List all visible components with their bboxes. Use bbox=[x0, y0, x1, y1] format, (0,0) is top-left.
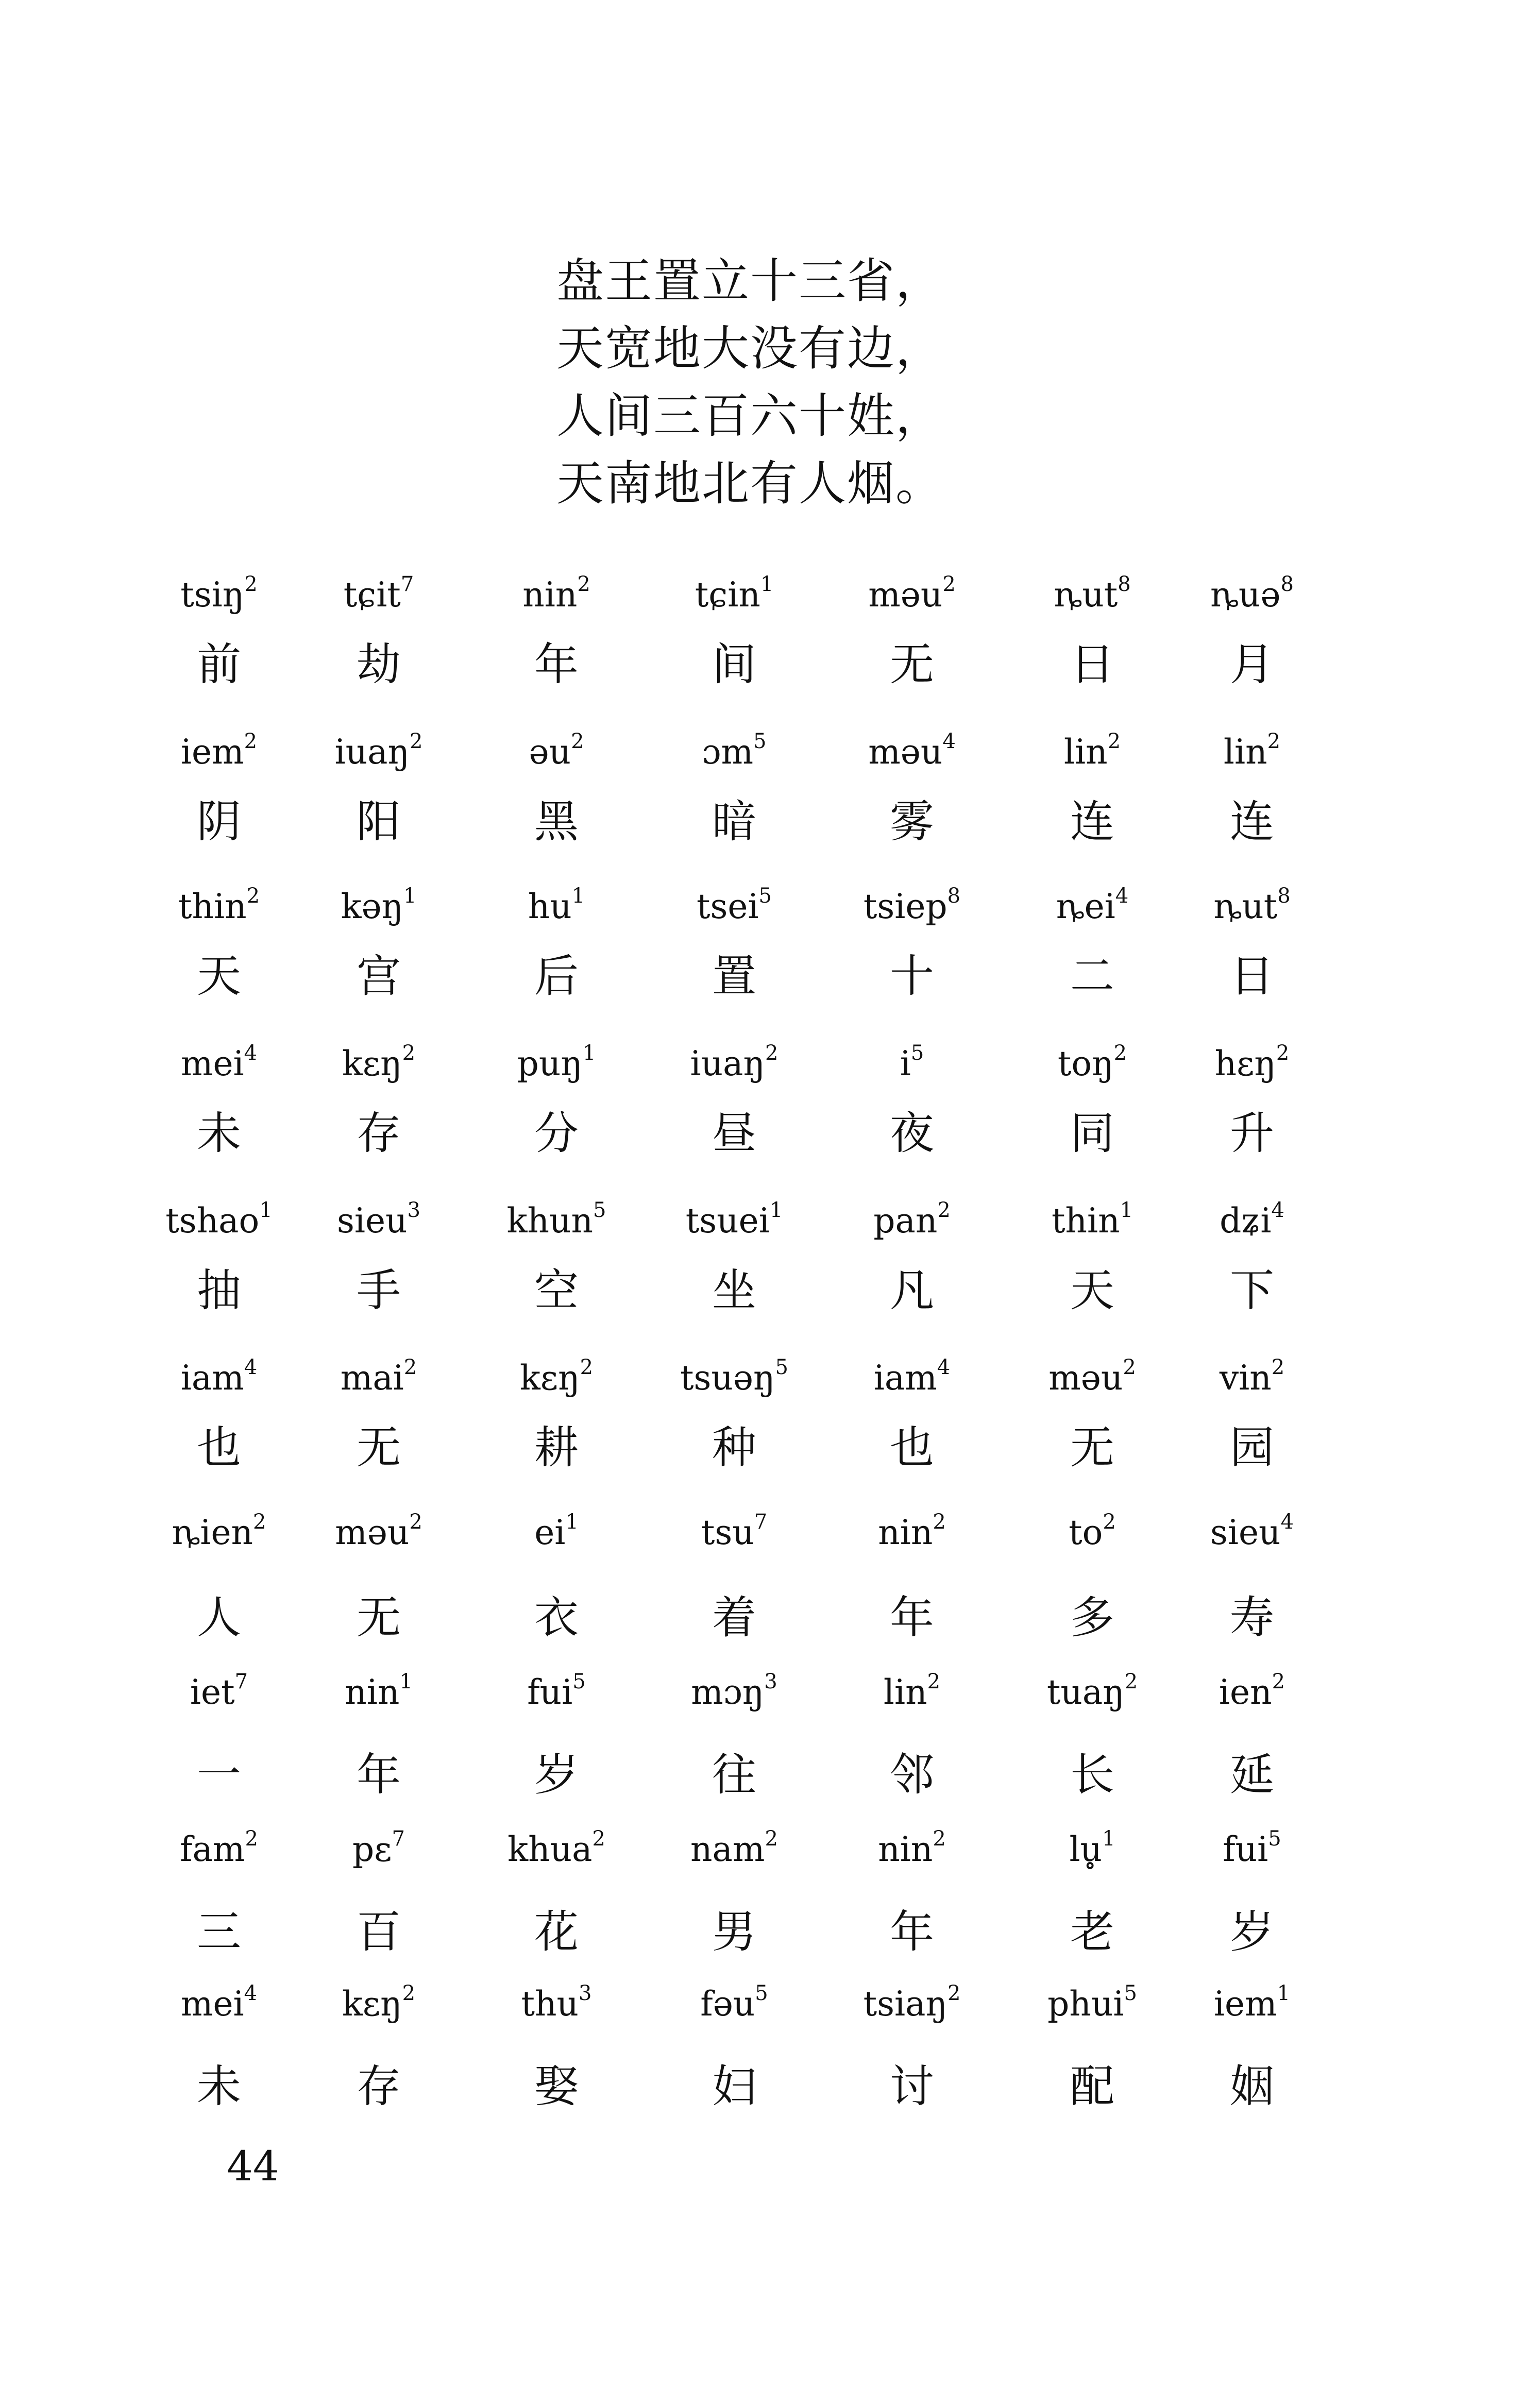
syllable-text: phui bbox=[1047, 1984, 1124, 2024]
romanization-syllable bbox=[1159, 1200, 1345, 1242]
syllable-text: mai bbox=[340, 1358, 404, 1398]
tone-number: 2 bbox=[409, 1510, 422, 1534]
syllable-text: nin bbox=[345, 1672, 400, 1712]
syllable-text: fui bbox=[527, 1672, 573, 1712]
romanization-syllable bbox=[819, 886, 1005, 927]
chinese-character: 抽 bbox=[197, 1265, 241, 1316]
chinese-character: 衣 bbox=[534, 1592, 579, 1644]
syllable-text: hɛŋ bbox=[1214, 1044, 1276, 1083]
tone-number: 4 bbox=[937, 1356, 951, 1379]
syllable-text: fəu bbox=[700, 1984, 755, 2024]
romanization-syllable bbox=[1000, 1043, 1185, 1085]
syllable-text: kɛŋ bbox=[342, 1044, 402, 1083]
chinese-character: 存 bbox=[357, 2061, 401, 2112]
tone-number: 7 bbox=[234, 1670, 248, 1693]
tone-number: 4 bbox=[1115, 884, 1129, 908]
chinese-character: 耕 bbox=[534, 1422, 579, 1473]
syllable-text: mei bbox=[180, 1044, 244, 1083]
chinese-character: 一 bbox=[197, 1749, 241, 1801]
romanization-syllable bbox=[1000, 1981, 1185, 2025]
tone-number: 5 bbox=[775, 1356, 788, 1379]
chinese-character: 坐 bbox=[712, 1265, 756, 1316]
syllable-text: nin bbox=[878, 1829, 933, 1869]
tone-number: 8 bbox=[1277, 884, 1291, 908]
tone-number: 1 bbox=[1120, 1198, 1133, 1222]
chinese-character: 花 bbox=[534, 1906, 579, 1958]
chinese-character: 置 bbox=[712, 951, 756, 1002]
tone-number: 5 bbox=[753, 730, 767, 753]
chinese-character: 二 bbox=[1070, 951, 1114, 1002]
romanization-syllable bbox=[819, 1829, 1005, 1870]
tone-number: 2 bbox=[947, 1981, 961, 2005]
syllable-text: tsei bbox=[696, 887, 759, 926]
romanization-syllable bbox=[464, 1981, 649, 2025]
chinese-character: 延 bbox=[1230, 1749, 1274, 1801]
chinese-character: 劫 bbox=[357, 639, 401, 690]
chinese-character: 岁 bbox=[534, 1749, 579, 1801]
tone-number: 1 bbox=[403, 884, 417, 908]
chinese-character: 年 bbox=[890, 1906, 934, 1958]
romanization-syllable bbox=[1000, 1829, 1185, 1870]
syllable-text: nam bbox=[690, 1829, 765, 1869]
syllable-text: tsiaŋ bbox=[863, 1984, 947, 2024]
chinese-character: 宫 bbox=[357, 951, 401, 1002]
chinese-character: 阳 bbox=[357, 796, 401, 848]
syllable-text: lin bbox=[1063, 732, 1108, 772]
romanization-syllable bbox=[641, 1512, 827, 1553]
syllable-text: thin bbox=[178, 887, 247, 926]
tone-number: 5 bbox=[1124, 1981, 1137, 2005]
chinese-character: 无 bbox=[890, 639, 934, 690]
tone-number: 5 bbox=[572, 1670, 586, 1693]
chinese-character: 邻 bbox=[890, 1749, 934, 1801]
chinese-character: 无 bbox=[357, 1592, 401, 1644]
tone-number: 1 bbox=[565, 1510, 579, 1534]
romanization-syllable bbox=[126, 1200, 312, 1242]
tone-number: 2 bbox=[244, 730, 258, 753]
tone-number: 2 bbox=[245, 1827, 258, 1851]
syllable-text: iem bbox=[1213, 1984, 1277, 2024]
chinese-character: 间 bbox=[712, 639, 756, 690]
romanization-syllable bbox=[641, 1829, 827, 1870]
chinese-character: 百 bbox=[357, 1906, 401, 1958]
romanization-syllable bbox=[819, 1512, 1005, 1553]
romanization-syllable bbox=[1159, 886, 1345, 927]
tone-number: 5 bbox=[910, 1041, 924, 1065]
chinese-character: 下 bbox=[1230, 1265, 1274, 1316]
syllable-text: nin bbox=[878, 1513, 933, 1552]
chinese-character: 人 bbox=[197, 1592, 241, 1644]
romanization-syllable bbox=[464, 574, 649, 616]
romanization-syllable bbox=[1000, 886, 1185, 927]
chinese-character: 妇 bbox=[712, 2061, 756, 2112]
chinese-character: 分 bbox=[534, 1108, 579, 1159]
romanization-syllable bbox=[464, 1512, 649, 1553]
tone-number: 2 bbox=[933, 1827, 946, 1851]
syllable-text: vin bbox=[1219, 1358, 1272, 1398]
romanization-syllable bbox=[286, 886, 471, 927]
tone-number: 4 bbox=[1280, 1510, 1294, 1534]
syllable-text: iam bbox=[180, 1358, 244, 1398]
romanization-syllable bbox=[1159, 1829, 1345, 1870]
tone-number: 1 bbox=[582, 1041, 596, 1065]
syllable-text: kɛŋ bbox=[519, 1358, 580, 1398]
romanization-syllable bbox=[126, 1981, 312, 2025]
tone-number: 2 bbox=[580, 1356, 594, 1379]
chinese-character: 无 bbox=[1070, 1422, 1114, 1473]
romanization-syllable bbox=[126, 1043, 312, 1085]
chinese-character: 三 bbox=[197, 1906, 241, 1958]
syllable-text: tɕin bbox=[695, 575, 760, 615]
chinese-character: 日 bbox=[1070, 639, 1114, 690]
tone-number: 8 bbox=[1280, 572, 1294, 596]
poem-line-2: 天宽地大没有边， bbox=[556, 321, 944, 376]
tone-number: 2 bbox=[402, 1041, 416, 1065]
romanization-syllable bbox=[286, 1512, 471, 1553]
romanization-syllable bbox=[464, 1200, 649, 1242]
syllable-text: khun bbox=[506, 1201, 594, 1241]
romanization-syllable bbox=[464, 1043, 649, 1085]
tone-number: 3 bbox=[407, 1198, 420, 1222]
chinese-character: 月 bbox=[1230, 639, 1274, 690]
syllable-text: mei bbox=[180, 1984, 244, 2024]
poem-line-3: 人间三百六十姓， bbox=[556, 388, 944, 444]
romanization-syllable bbox=[126, 1512, 312, 1553]
chinese-character: 配 bbox=[1070, 2061, 1114, 2112]
syllable-text: hu bbox=[528, 887, 572, 926]
romanization-syllable bbox=[641, 574, 827, 616]
tone-number: 8 bbox=[1118, 572, 1131, 596]
romanization-syllable bbox=[1159, 1512, 1345, 1553]
syllable-text: məu bbox=[1048, 1358, 1123, 1398]
syllable-text: ȵuə bbox=[1210, 575, 1281, 615]
chinese-character: 阴 bbox=[197, 796, 241, 848]
tone-number: 4 bbox=[942, 730, 956, 753]
tone-number: 4 bbox=[244, 1041, 258, 1065]
syllable-text: pan bbox=[873, 1201, 938, 1241]
romanization-syllable bbox=[819, 1200, 1005, 1242]
tone-number: 1 bbox=[769, 1198, 783, 1222]
romanization-syllable bbox=[1000, 1200, 1185, 1242]
romanization-syllable bbox=[641, 1043, 827, 1085]
syllable-text: tshao bbox=[165, 1201, 260, 1241]
syllable-text: khua bbox=[507, 1829, 593, 1869]
chinese-character: 后 bbox=[534, 951, 579, 1002]
tone-number: 2 bbox=[402, 1981, 416, 2005]
romanization-syllable bbox=[286, 1358, 471, 1399]
syllable-text: pɛ bbox=[352, 1829, 392, 1869]
chinese-character: 存 bbox=[357, 1108, 401, 1159]
syllable-text: fam bbox=[180, 1829, 245, 1869]
tone-number: 8 bbox=[947, 884, 961, 908]
syllable-text: kəŋ bbox=[341, 887, 404, 926]
syllable-text: sieu bbox=[337, 1201, 408, 1241]
romanization-syllable bbox=[819, 732, 1005, 773]
chinese-character: 同 bbox=[1070, 1108, 1114, 1159]
tone-number: 4 bbox=[244, 1356, 258, 1379]
romanization-syllable bbox=[1159, 1981, 1345, 2025]
chinese-character: 园 bbox=[1230, 1422, 1274, 1473]
tone-number: 2 bbox=[765, 1041, 779, 1065]
tone-number: 2 bbox=[592, 1827, 605, 1851]
chinese-character: 连 bbox=[1070, 796, 1114, 848]
romanization-syllable bbox=[126, 732, 312, 773]
romanization-syllable bbox=[126, 1358, 312, 1399]
chinese-character: 空 bbox=[534, 1265, 579, 1316]
chinese-character: 讨 bbox=[890, 2061, 934, 2112]
romanization-syllable bbox=[126, 1829, 312, 1870]
romanization-syllable bbox=[1159, 732, 1345, 773]
chinese-character: 十 bbox=[890, 951, 934, 1002]
tone-number: 4 bbox=[1271, 1198, 1284, 1222]
tone-number: 5 bbox=[593, 1198, 606, 1222]
syllable-text: lu̥ bbox=[1069, 1829, 1103, 1869]
chinese-character: 未 bbox=[197, 1108, 241, 1159]
tone-number: 2 bbox=[410, 730, 423, 753]
poem-line-1: 盘王置立十三省， bbox=[556, 253, 944, 309]
chinese-character: 着 bbox=[712, 1592, 756, 1644]
page-number: 44 bbox=[227, 2142, 279, 2190]
chinese-character: 老 bbox=[1070, 1906, 1114, 1958]
chinese-character: 前 bbox=[197, 639, 241, 690]
tone-number: 1 bbox=[259, 1198, 273, 1222]
chinese-character: 也 bbox=[890, 1422, 934, 1473]
syllable-text: lin bbox=[1223, 732, 1267, 772]
syllable-text: iam bbox=[873, 1358, 937, 1398]
romanization-syllable bbox=[819, 1043, 1005, 1085]
syllable-text: thin bbox=[1051, 1201, 1120, 1241]
tone-number: 1 bbox=[760, 572, 774, 596]
romanization-syllable bbox=[286, 1829, 471, 1870]
poem-line-4: 天南地北有人烟。 bbox=[556, 456, 944, 511]
romanization-syllable bbox=[641, 732, 827, 773]
syllable-text: mɔŋ bbox=[691, 1672, 765, 1712]
chinese-character: 长 bbox=[1070, 1749, 1114, 1801]
syllable-text: to bbox=[1069, 1513, 1103, 1552]
tone-number: 2 bbox=[253, 1510, 266, 1534]
chinese-character: 男 bbox=[712, 1906, 756, 1958]
syllable-text: məu bbox=[868, 575, 943, 615]
syllable-text: tsu bbox=[701, 1513, 754, 1552]
romanization-syllable bbox=[286, 1200, 471, 1242]
tone-number: 5 bbox=[755, 1981, 768, 2005]
tone-number: 2 bbox=[1272, 1670, 1285, 1693]
tone-number: 2 bbox=[765, 1827, 778, 1851]
chinese-character: 往 bbox=[712, 1749, 756, 1801]
syllable-text: thu bbox=[521, 1984, 579, 2024]
romanization-syllable bbox=[286, 574, 471, 616]
romanization-syllable bbox=[1159, 1358, 1345, 1399]
tone-number: 2 bbox=[246, 884, 260, 908]
chinese-character: 未 bbox=[197, 2061, 241, 2112]
chinese-character: 连 bbox=[1230, 796, 1274, 848]
syllable-text: ien bbox=[1219, 1672, 1272, 1712]
syllable-text: puŋ bbox=[517, 1044, 583, 1083]
tone-number: 2 bbox=[577, 572, 590, 596]
syllable-text: tsiŋ bbox=[180, 575, 245, 615]
chinese-character: 日 bbox=[1230, 951, 1274, 1002]
romanization-syllable bbox=[286, 732, 471, 773]
chinese-character: 姻 bbox=[1230, 2061, 1274, 2112]
tone-number: 2 bbox=[1276, 1041, 1290, 1065]
syllable-text: sieu bbox=[1210, 1513, 1281, 1552]
tone-number: 2 bbox=[1107, 730, 1121, 753]
syllable-text: iuaŋ bbox=[690, 1044, 766, 1083]
chinese-character: 无 bbox=[357, 1422, 401, 1473]
tone-number: 3 bbox=[579, 1981, 592, 2005]
syllable-text: məu bbox=[335, 1513, 410, 1552]
romanization-syllable bbox=[641, 1358, 827, 1399]
chinese-character: 也 bbox=[197, 1422, 241, 1473]
tone-number: 7 bbox=[754, 1510, 768, 1534]
romanization-syllable bbox=[641, 1981, 827, 2025]
tone-number: 2 bbox=[571, 730, 584, 753]
syllable-text: tsiep bbox=[863, 887, 947, 926]
syllable-text: lin bbox=[883, 1672, 927, 1712]
romanization-syllable bbox=[464, 1358, 649, 1399]
tone-number: 1 bbox=[571, 884, 585, 908]
tone-number: 3 bbox=[764, 1670, 777, 1693]
syllable-text: dʑi bbox=[1220, 1201, 1272, 1241]
syllable-text: ȵut bbox=[1213, 887, 1278, 926]
romanization-syllable bbox=[641, 1672, 827, 1713]
chinese-character: 黑 bbox=[534, 796, 579, 848]
syllable-text: iet bbox=[190, 1672, 235, 1712]
romanization-syllable bbox=[126, 1672, 312, 1713]
tone-number: 5 bbox=[758, 884, 772, 908]
syllable-text: ȵut bbox=[1054, 575, 1118, 615]
syllable-text: məu bbox=[868, 732, 943, 772]
syllable-text: ȵei bbox=[1056, 887, 1115, 926]
syllable-text: tsuei bbox=[685, 1201, 770, 1241]
chinese-character: 暗 bbox=[712, 796, 756, 848]
chinese-character: 昼 bbox=[712, 1108, 756, 1159]
tone-number: 7 bbox=[400, 572, 414, 596]
chinese-character: 年 bbox=[890, 1592, 934, 1644]
tone-number: 7 bbox=[392, 1827, 405, 1851]
romanization-syllable bbox=[819, 574, 1005, 616]
syllable-text: tsuəŋ bbox=[680, 1358, 775, 1398]
romanization-syllable bbox=[1159, 574, 1345, 616]
syllable-text: ȵien bbox=[172, 1513, 253, 1552]
tone-number: 2 bbox=[927, 1670, 941, 1693]
syllable-text: əu bbox=[529, 732, 571, 772]
syllable-text: iem bbox=[180, 732, 244, 772]
romanization-syllable bbox=[286, 1981, 471, 2025]
romanization-syllable bbox=[641, 1200, 827, 1242]
romanization-syllable bbox=[1159, 1672, 1345, 1713]
tone-number: 4 bbox=[244, 1981, 258, 2005]
romanization-syllable bbox=[126, 574, 312, 616]
romanization-syllable bbox=[641, 886, 827, 927]
tone-number: 5 bbox=[1268, 1827, 1281, 1851]
chinese-character: 天 bbox=[1070, 1265, 1114, 1316]
romanization-syllable bbox=[464, 1672, 649, 1713]
chinese-character: 多 bbox=[1070, 1592, 1114, 1644]
tone-number: 2 bbox=[937, 1198, 951, 1222]
tone-number: 1 bbox=[1102, 1827, 1115, 1851]
tone-number: 2 bbox=[1124, 1670, 1138, 1693]
chinese-character: 升 bbox=[1230, 1108, 1274, 1159]
chinese-character: 娶 bbox=[534, 2061, 579, 2112]
romanization-syllable bbox=[286, 1672, 471, 1713]
syllable-text: nin bbox=[522, 575, 578, 615]
chinese-character: 雾 bbox=[890, 796, 934, 848]
tone-number: 2 bbox=[1113, 1041, 1127, 1065]
romanization-syllable bbox=[126, 886, 312, 927]
romanization-syllable bbox=[1000, 1672, 1185, 1713]
tone-number: 2 bbox=[403, 1356, 417, 1379]
chinese-character: 寿 bbox=[1230, 1592, 1274, 1644]
tone-number: 2 bbox=[942, 572, 956, 596]
chinese-character: 手 bbox=[357, 1265, 401, 1316]
romanization-syllable bbox=[1000, 1358, 1185, 1399]
chinese-character: 岁 bbox=[1230, 1906, 1274, 1958]
tone-number: 2 bbox=[933, 1510, 946, 1534]
syllable-text: kɛŋ bbox=[342, 1984, 402, 2024]
syllable-text: toŋ bbox=[1057, 1044, 1114, 1083]
syllable-text: iuaŋ bbox=[334, 732, 410, 772]
syllable-text: ɔm bbox=[702, 732, 754, 772]
tone-number: 1 bbox=[399, 1670, 413, 1693]
syllable-text: tɕit bbox=[343, 575, 401, 615]
romanization-syllable bbox=[464, 732, 649, 773]
tone-number: 1 bbox=[1277, 1981, 1291, 2005]
chinese-character: 年 bbox=[357, 1749, 401, 1801]
romanization-syllable bbox=[819, 1672, 1005, 1713]
chinese-character: 天 bbox=[197, 951, 241, 1002]
chinese-character: 凡 bbox=[890, 1265, 934, 1316]
romanization-syllable bbox=[819, 1358, 1005, 1399]
romanization-syllable bbox=[819, 1981, 1005, 2025]
tone-number: 2 bbox=[1123, 1356, 1136, 1379]
tone-number: 2 bbox=[1267, 730, 1281, 753]
syllable-text: fui bbox=[1223, 1829, 1268, 1869]
chinese-character: 年 bbox=[534, 639, 579, 690]
romanization-syllable bbox=[1000, 732, 1185, 773]
tone-number: 2 bbox=[244, 572, 258, 596]
romanization-syllable bbox=[1000, 1512, 1185, 1553]
tone-number: 2 bbox=[1103, 1510, 1116, 1534]
chinese-character: 种 bbox=[712, 1422, 756, 1473]
romanization-syllable bbox=[464, 886, 649, 927]
romanization-syllable bbox=[464, 1829, 649, 1870]
syllable-text: i bbox=[900, 1044, 911, 1083]
romanization-syllable bbox=[286, 1043, 471, 1085]
tone-number: 2 bbox=[1271, 1356, 1285, 1379]
syllable-text: tuaŋ bbox=[1046, 1672, 1125, 1712]
romanization-syllable bbox=[1159, 1043, 1345, 1085]
chinese-character: 夜 bbox=[890, 1108, 934, 1159]
romanization-syllable bbox=[1000, 574, 1185, 616]
syllable-text: ei bbox=[534, 1513, 566, 1552]
